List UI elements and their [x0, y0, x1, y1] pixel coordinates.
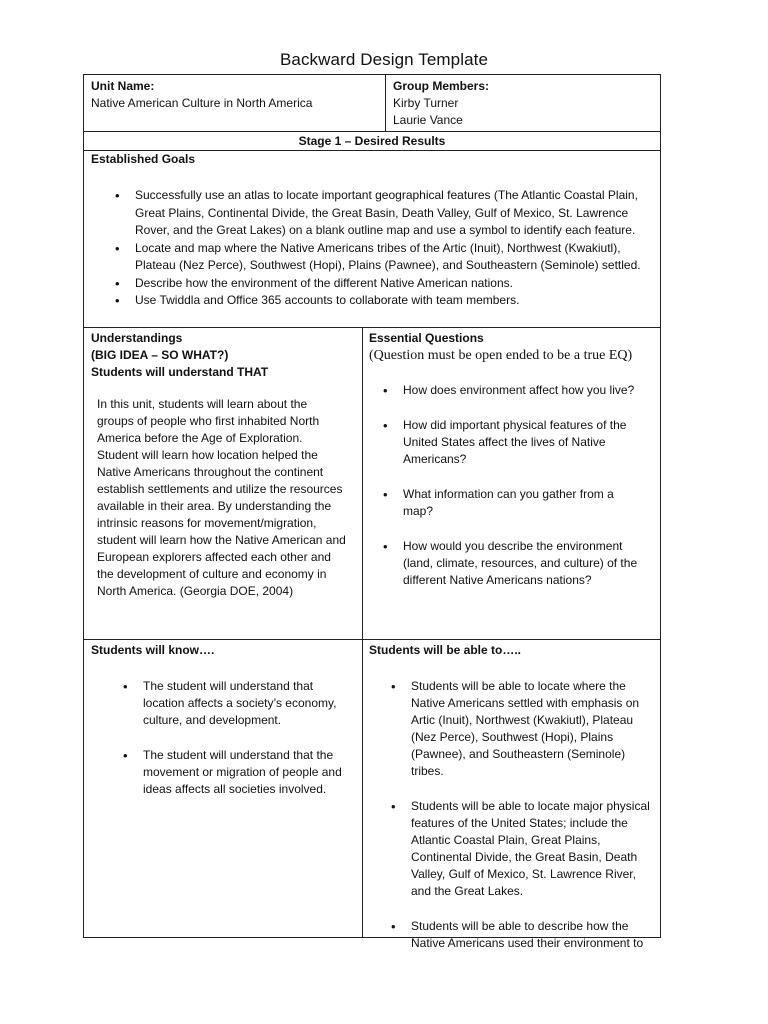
unit-name-value: Native American Culture in North America	[91, 96, 313, 110]
unit-name-label: Unit Name:	[91, 79, 155, 93]
understandings-body: In this unit, students will learn about the groups of people who first inhabited North America before the Age of Exploration. Student will learn how location helped the Native Americans throughout the continent establish settlements and utilize the resources available in their area. By understanding the intrinsic reasons for movement/migration, student will learn how the Native American and European explorers affected each other and the development of culture and economy in North America. (Georgia DOE, 2004)	[97, 397, 346, 598]
question-item: • How would you describe the environment (land, climate, resources, and culture) of the different Native Americans nations?	[379, 538, 641, 589]
group-members-label: Group Members:	[393, 79, 490, 93]
group-members-cell	[393, 78, 655, 129]
able-list	[369, 678, 657, 952]
know-list	[91, 678, 349, 798]
established-goals-cell	[91, 151, 651, 310]
goal-item: • Use Twiddla and Office 365 accounts to collaborate with team members.	[111, 292, 651, 310]
goal-item: • Describe how the environment of the different Native American nations.	[111, 275, 651, 293]
question-item: • How did important physical features of the United States affect the lives of Native Americans?	[379, 417, 641, 468]
essential-questions-cell	[369, 330, 655, 589]
question-item: • What information can you gather from a map?	[379, 486, 641, 520]
able-item: • Students will be able to locate where the Native Americans settled with emphasis on Artic (Inuit), Northwest (Kwakiutl), Plateau (Nez Perce), Southwest (Hopi), Plains (Pawnee), and Southeastern (Seminole) tribes.	[387, 678, 657, 780]
students-will-know-label: Students will know….	[91, 643, 215, 657]
group-member: Laurie Vance	[393, 113, 463, 127]
established-goals-label: Established Goals	[91, 152, 196, 166]
essential-questions-label: Essential Questions	[369, 331, 484, 345]
goal-item: • Successfully use an atlas to locate important geographical features (The Atlantic Coastal Plain, Great Plains, Continental Divide, the Great Basin, Death Valley, Gulf of Mexico, St. Lawrence Rover, and the Great Lakes) on a blank outline map and use a symbol to identify each feature.	[111, 187, 651, 240]
column-divider-lower	[362, 327, 363, 937]
group-member: Kirby Turner	[393, 96, 459, 110]
students-understand-label: Students will understand THAT	[91, 365, 269, 379]
understandings-cell	[91, 330, 357, 600]
able-item: • Students will be able to locate major physical features of the United States; include the Atlantic Coastal Plain, Great Plains, Continental Divide, the Great Basin, Death Valley, Gulf of Mexico, St. Lawrence River, and the Great Lakes.	[387, 798, 657, 900]
unit-name-cell	[91, 78, 381, 112]
students-able-cell	[369, 642, 655, 952]
essential-questions-note: (Question must be open ended to be a true EQ)	[369, 348, 633, 363]
goals-list	[91, 187, 651, 310]
understandings-label: Understandings	[91, 331, 183, 345]
know-item: • The student will understand that location affects a society’s economy, culture, and development.	[119, 678, 349, 729]
essential-questions-list	[369, 382, 641, 589]
document-title: Backward Design Template	[279, 50, 489, 69]
able-item: • Students will be able to describe how the Native Americans used their environment to	[387, 918, 657, 952]
question-item: • How does environment affect how you live?	[379, 382, 641, 399]
students-able-label: Students will be able to…..	[369, 643, 522, 657]
students-will-know-cell	[91, 642, 357, 798]
row-divider-goals	[84, 327, 660, 328]
row-divider-header	[84, 131, 660, 132]
row-divider-understandings	[84, 639, 660, 640]
column-divider-header	[385, 75, 386, 131]
design-template-table	[83, 74, 661, 950]
goal-item: • Locate and map where the Native Americans tribes of the Artic (Inuit), Northwest (Kwakiutl), Plateau (Nez Perce), Southwest (Hopi), Plains (Pawnee), and Southeastern (Seminole) settled.	[111, 240, 651, 275]
big-idea-label: (BIG IDEA – SO WHAT?)	[91, 348, 229, 362]
stage1-title: Stage 1 – Desired Results	[298, 134, 446, 148]
know-item: • The student will understand that the movement or migration of people and ideas affects all societies involved.	[119, 747, 349, 798]
